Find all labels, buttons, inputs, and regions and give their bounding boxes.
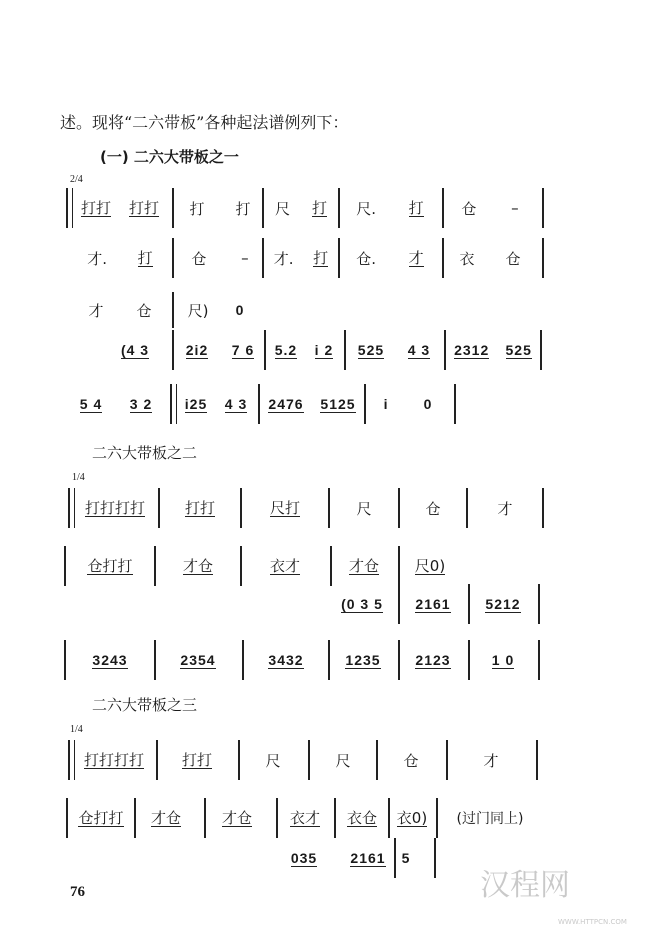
- s2r2-n2: 才仓: [182, 556, 213, 575]
- s3r1-n3: 尺: [265, 751, 281, 770]
- s2r2-n4: 才仓: [348, 556, 379, 575]
- section3-time-signature: 1/4: [70, 724, 83, 735]
- s1r3-n3: 尺): [187, 301, 209, 320]
- s1r5-n3: i25: [184, 395, 208, 412]
- s2r2-n3: 衣才: [269, 556, 300, 575]
- section3-heading: 二六大带板之三: [92, 696, 198, 714]
- s1-row1: [66, 188, 546, 228]
- s2r4-n4: 1235: [345, 651, 381, 668]
- s2-row4: [64, 640, 544, 680]
- s1r4-n3: 7 6: [231, 341, 255, 358]
- s3r2-n6: 衣0): [396, 808, 428, 827]
- s2r2-n1: 仓打打: [87, 556, 133, 575]
- s3-note: (过门同上): [456, 811, 524, 827]
- section2-time-signature: 1/4: [72, 472, 85, 483]
- s1r1-n4: 打: [235, 199, 251, 218]
- s1r4-n8: 2312: [454, 341, 490, 358]
- s3r3-n1: 035: [290, 849, 318, 866]
- s1r1-n3: 打: [189, 199, 205, 218]
- watermark-logo: 汉程网: [480, 868, 570, 903]
- s3-row3: [282, 838, 442, 878]
- s2r4-n2: 2354: [180, 651, 216, 668]
- s3-row1: [68, 740, 548, 780]
- s2r1-n3: 尺打: [269, 498, 300, 517]
- s3r1-n5: 仓: [403, 751, 419, 770]
- s1r1-n2: 打打: [128, 198, 159, 217]
- s1r1-n10: –: [511, 199, 519, 217]
- s1r2-n6: 打: [313, 248, 329, 267]
- s2r3-n1: (0 3 5: [341, 595, 383, 612]
- s1r2-n4: –: [241, 249, 249, 267]
- s1r5-n4: 4 3: [224, 395, 248, 412]
- s1r4-n9: 525: [505, 341, 532, 358]
- section1-heading: (一) 二六大带板之一: [100, 148, 239, 166]
- s2-row2: [64, 546, 464, 586]
- s2r4-n1: 3243: [92, 651, 128, 668]
- watermark-url: WWW.HTTPCN.COM: [558, 918, 627, 926]
- s2-row3: [330, 584, 550, 624]
- s3r3-n2: 2161: [350, 849, 386, 866]
- s1r1-n7: 尺.: [356, 199, 377, 218]
- s3r2-n5: 衣仓: [346, 808, 377, 827]
- s3r2-n2: 才仓: [150, 808, 181, 827]
- s3r2-n1: 仓打打: [78, 808, 124, 827]
- s2r2-n5: 尺0): [414, 556, 446, 575]
- s2r1-n6: 才: [497, 499, 513, 518]
- s1r4-n7: 4 3: [407, 341, 431, 358]
- s1r5-n5: 2476: [268, 395, 304, 412]
- s1r2-n1: 才.: [87, 249, 108, 268]
- s1r5-n8: 0: [423, 396, 433, 412]
- s3r1-n2: 打打: [181, 750, 212, 769]
- s1r3-n1: 才: [88, 301, 104, 320]
- s2r4-n3: 3432: [268, 651, 304, 668]
- s2r1-n5: 仓: [425, 499, 441, 518]
- s1r2-n8: 才: [408, 248, 424, 267]
- s3r1-n4: 尺: [335, 751, 351, 770]
- s1r1-n9: 仓: [461, 199, 477, 218]
- s2r3-n2: 2161: [415, 595, 451, 612]
- s1r1-n1: 打打: [80, 198, 111, 217]
- s2r4-n5: 2123: [415, 651, 451, 668]
- s2-row1: [68, 488, 548, 528]
- s1r3-n4: 0: [235, 302, 245, 318]
- s1r2-n5: 才.: [273, 249, 294, 268]
- s3r2-n4: 衣才: [289, 808, 320, 827]
- section2-heading: 二六大带板之二: [92, 444, 198, 462]
- s1r5-n1: 5 4: [79, 395, 103, 412]
- page-number: 76: [70, 884, 85, 900]
- s2r1-n1: 打打打打: [84, 498, 145, 517]
- s1r1-n6: 打: [311, 198, 327, 217]
- s1r5-n6: 5125: [320, 395, 356, 412]
- s3r3-n3: 5: [401, 850, 411, 866]
- s1r4-n5: i 2: [314, 341, 334, 358]
- s1r1-n8: 打: [408, 198, 424, 217]
- s3r1-n1: 打打打打: [83, 750, 144, 769]
- s1r2-n9: 衣: [459, 249, 475, 268]
- s1r5-n7: i: [383, 396, 389, 412]
- s1r2-n7: 仓.: [356, 249, 377, 268]
- s1r4-n2: 2i2: [185, 341, 209, 358]
- s1r4-n4: 5.2: [274, 341, 298, 358]
- s2r3-n3: 5212: [485, 595, 521, 612]
- s1r2-n10: 仓: [505, 249, 521, 268]
- s1-row3: [66, 292, 546, 328]
- s1r3-n2: 仓: [136, 301, 152, 320]
- s1r5-n2: 3 2: [129, 395, 153, 412]
- s1r1-n5: 尺: [274, 199, 290, 218]
- s2r1-n4: 尺: [356, 499, 372, 518]
- section1-time-signature: 2/4: [70, 174, 83, 185]
- s1r4-n6: 525: [357, 341, 385, 358]
- s2r1-n2: 打打: [184, 498, 215, 517]
- s1-row2: [66, 238, 546, 278]
- s1r2-n2: 打: [137, 248, 153, 267]
- s1r2-n3: 仓: [191, 249, 207, 268]
- s1-row5: [66, 384, 486, 424]
- s3r2-n3: 才仓: [221, 808, 252, 827]
- s2r4-n6: 1 0: [491, 651, 515, 668]
- s1-row4: [100, 330, 550, 370]
- intro-text: 述。现将“二六带板”各种起法谱例列下：: [60, 113, 349, 132]
- s1r4-n1: (4 3: [120, 341, 150, 358]
- s3-row2: [66, 798, 546, 838]
- s3r1-n6: 才: [483, 751, 499, 770]
